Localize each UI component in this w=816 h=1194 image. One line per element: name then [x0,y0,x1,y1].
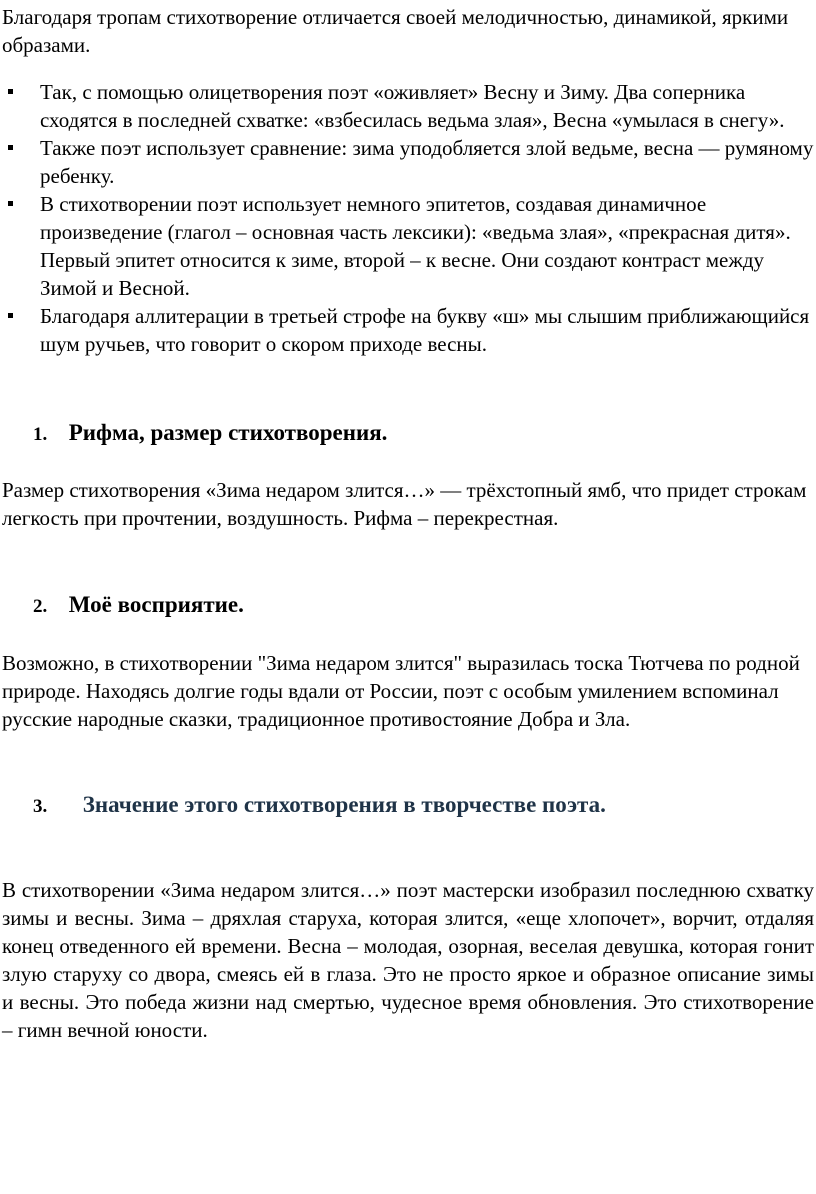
section-paragraph-perception: Возможно, в стихотворении "Зима недаром злится" выразилась тоска Тютчева по родной природе. Находясь долгие годы вдали от России, поэт с особым умилением вспоминал русские народные сказки, традиционное противостояние Добра и Зла. [2,651,800,731]
section-heading-meaning [33,790,813,822]
square-bullet-icon [8,313,13,318]
list-item [0,134,816,190]
section-number: 2. [33,596,48,617]
square-bullet-icon [8,89,13,94]
section-number: 3. [33,796,48,817]
bullet-list [0,78,816,358]
section-title: Значение этого стихотворения в творчестве поэта. [82,792,606,817]
section-heading-perception [33,590,813,622]
list-item-text: В стихотворении поэт использует немного эпитетов, создавая динамичное произведение (глагол – основная часть лексики): «ведьма злая», «прекрасная дитя». Первый эпитет относится к зиме, второй – к весне. Они создают контраст между Зимой и Весной. [40,192,791,300]
section-paragraph-meaning: В стихотворении «Зима недаром злится…» поэт мастерски изобразил последнюю схватку зимы и весны. Зима – дряхлая старуха, которая злится, «еще хлопочет», ворчит, отдаляя конец отведенного ей времени. Весна – молодая, озорная, веселая девушка, которая гонит злую старуху со двора, смеясь ей в глаза. Это не просто яркое и образное описание зимы и весны. Это победа жизни над смертью, чудесное время обновления. Это стихотворение – гимн вечной юности. [2,878,814,1042]
list-item-text: Так, с помощью олицетворения поэт «оживляет» Весну и Зиму. Два соперника сходятся в последней схватке: «взбесилась ведьма злая», Весна «умылася в снегу». [40,80,785,132]
square-bullet-icon [8,145,13,150]
section-paragraph-rhyme: Размер стихотворения «Зима недаром злится…» — трёхстопный ямб, что придет строкам легкость при прочтении, воздушность. Рифма – перекрестная. [2,478,807,530]
list-item-text: Благодаря аллитерации в третьей строфе на букву «ш» мы слышим приближающийся шум ручьев, что говорит о скором приходе весны. [40,304,810,356]
list-item [0,78,816,134]
section-title: Моё восприятие. [68,592,244,617]
intro-paragraph: Благодаря тропам стихотворение отличается своей мелодичностью, динамикой, яркими образами. [2,5,789,57]
square-bullet-icon [8,201,13,206]
list-item-text: Также поэт использует сравнение: зима уподобляется злой ведьме, весна — румяному ребенку. [40,136,814,188]
list-item [0,302,816,358]
section-heading-rhyme [33,418,813,450]
list-item [0,190,816,302]
section-number: 1. [33,424,48,445]
section-title: Рифма, размер стихотворения. [68,420,388,445]
